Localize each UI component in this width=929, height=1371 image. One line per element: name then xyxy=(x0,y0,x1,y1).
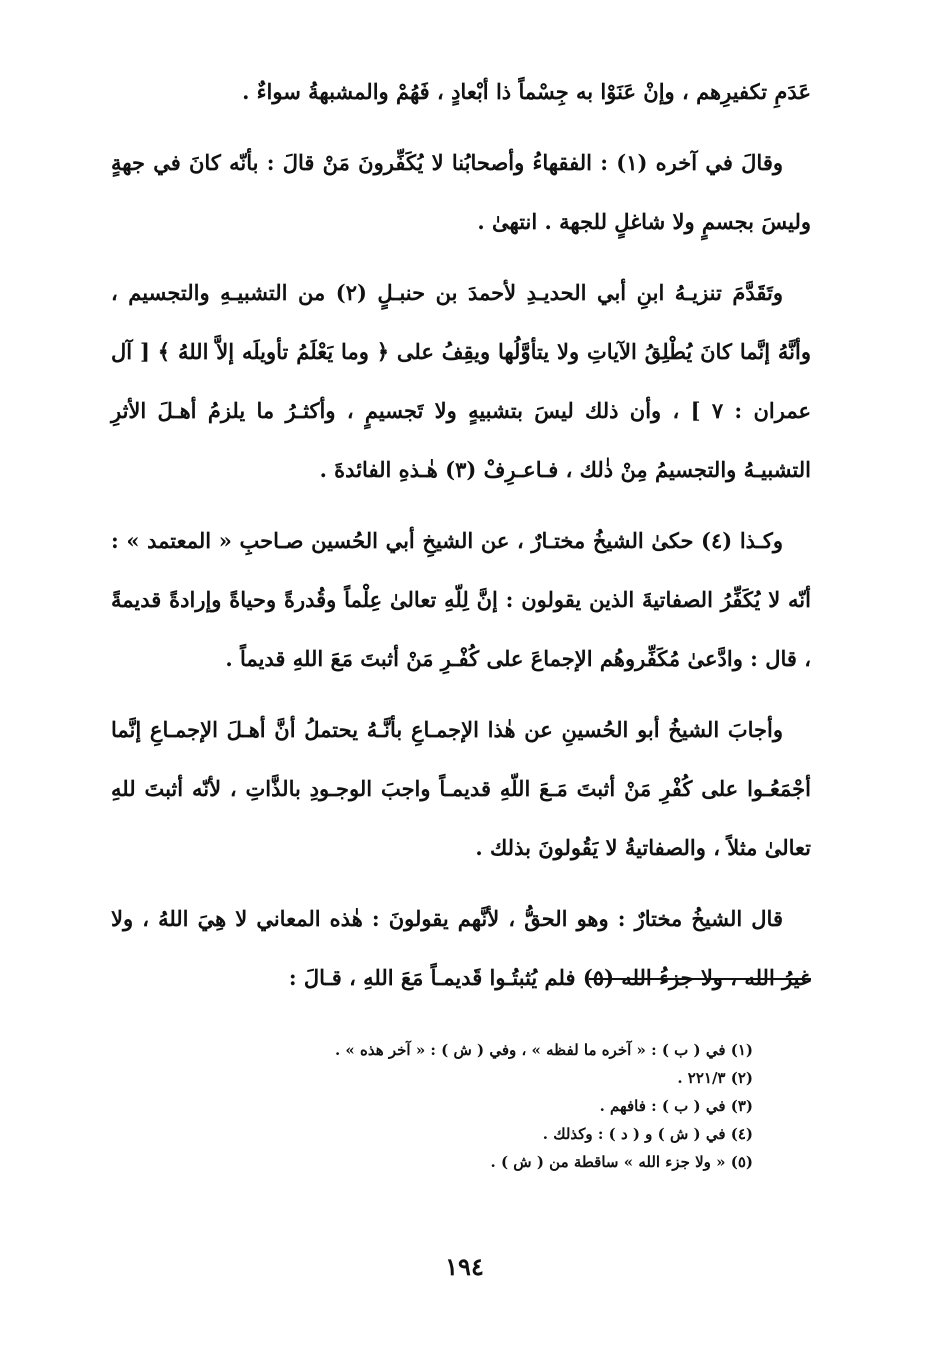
paragraph: وأجابَ الشيخُ أبو الحُسينِ عن هٰذا الإجمـاعِ بأنَّـهُ يحتملُ أنَّ أهـلَ الإجمـاعِ إنَّما أجْمَعُـوا على كُفْرِ مَنْ أثبتَ مَـعَ اللّهِ قديمـاً واجبَ الوجـودِ بالذَّاتِ ، لأنّه أثبتَ للهِ تعالىٰ مثلاً ، والصفاتيةُ لا يَقُولونَ بذلك . xyxy=(111,717,811,860)
paragraph: وقالَ في آخره (١) : الفقهاءُ وأصحابُنا لا يُكَفِّرونَ مَنْ قالَ : بأنّه كانَ في جهةٍ وليسَ بجسمٍ ولا شاغلٍ للجهة . انتهىٰ . xyxy=(111,150,811,234)
footnote: (٤) في ( ش ) و ( د ) : وكذلك . xyxy=(542,1125,753,1143)
paragraph: قال الشيخُ مختارٌ : وهو الحقُّ ، لأنَّهم يقولونَ : هٰذه المعاني لا هِيَ اللهُ ، ولا غيرُ الله ، ولا جزءُ الله (٥) فلم يُثبتُـوا قَديمـاً مَعَ اللهِ ، قـالَ : xyxy=(111,906,811,990)
footnote-separator-line xyxy=(589,978,811,980)
footnote: (٣) في ( ب ) : فافهم . xyxy=(599,1097,753,1115)
footnote: (٥) « ولا جزء الله » ساقطة من ( ش ) . xyxy=(490,1153,753,1171)
footnote: (٢) ٢٢١/٣ . xyxy=(677,1069,753,1087)
footnotes-list xyxy=(153,1036,753,1176)
page-number: ١٩٤ xyxy=(445,1252,484,1281)
main-text-body xyxy=(111,62,811,1019)
footnote: (١) في ( ب ) : « آخره ما لفظه » ، وفي ( ش ) : « آخر هذه » . xyxy=(334,1041,753,1059)
paragraph: وتَقَدَّمَ تنزيـهُ ابنِ أبي الحديـدِ لأحمدَ بن حنبـلٍ (٢) من التشبيـهِ والتجسيم ، وأنَّهُ إنَّما كانَ يُطْلِقُ الآياتِ ولا يتأوَّلُها ويقِفُ على ﴿ وما يَعْلَمُ تأويلَه إلاَّ اللهُ ﴾ [ آل عمران : ٧ ] ، وأن ذلك ليسَ بتشبيهٍ ولا تَجسيمٍ ، وأكثـرُ ما يلزمُ أهـلَ الأثرِ التشبيـهُ والتجسيمُ مِنْ ذٰلك ، فـاعـرِفْ (٣) هٰـذهِ الفائدةَ . xyxy=(111,280,812,482)
paragraph: عَدَمِ تكفيرِهم ، وإنْ عَنَوْا به جِسْماً ذا أبْعادٍ ، فَهُمْ والمشبهةُ سواءٌ . xyxy=(242,79,811,104)
paragraph: وكـذا (٤) حكىٰ الشيخُ مختـارٌ ، عن الشيخِ أبي الحُسين صـاحبِ « المعتمد » : أنّه لا يُكَفِّرُ الصفاتيةَ الذين يقولون : إنَّ لِلّهِ تعالىٰ عِلْماً وقُدرةً وحياةً وإرادةً قديمةً ، قال : وادَّعىٰ مُكَفِّروهُم الإجماعَ على كُفْـرِ مَنْ أثبتَ مَعَ اللهِ قديماً . xyxy=(111,528,811,671)
